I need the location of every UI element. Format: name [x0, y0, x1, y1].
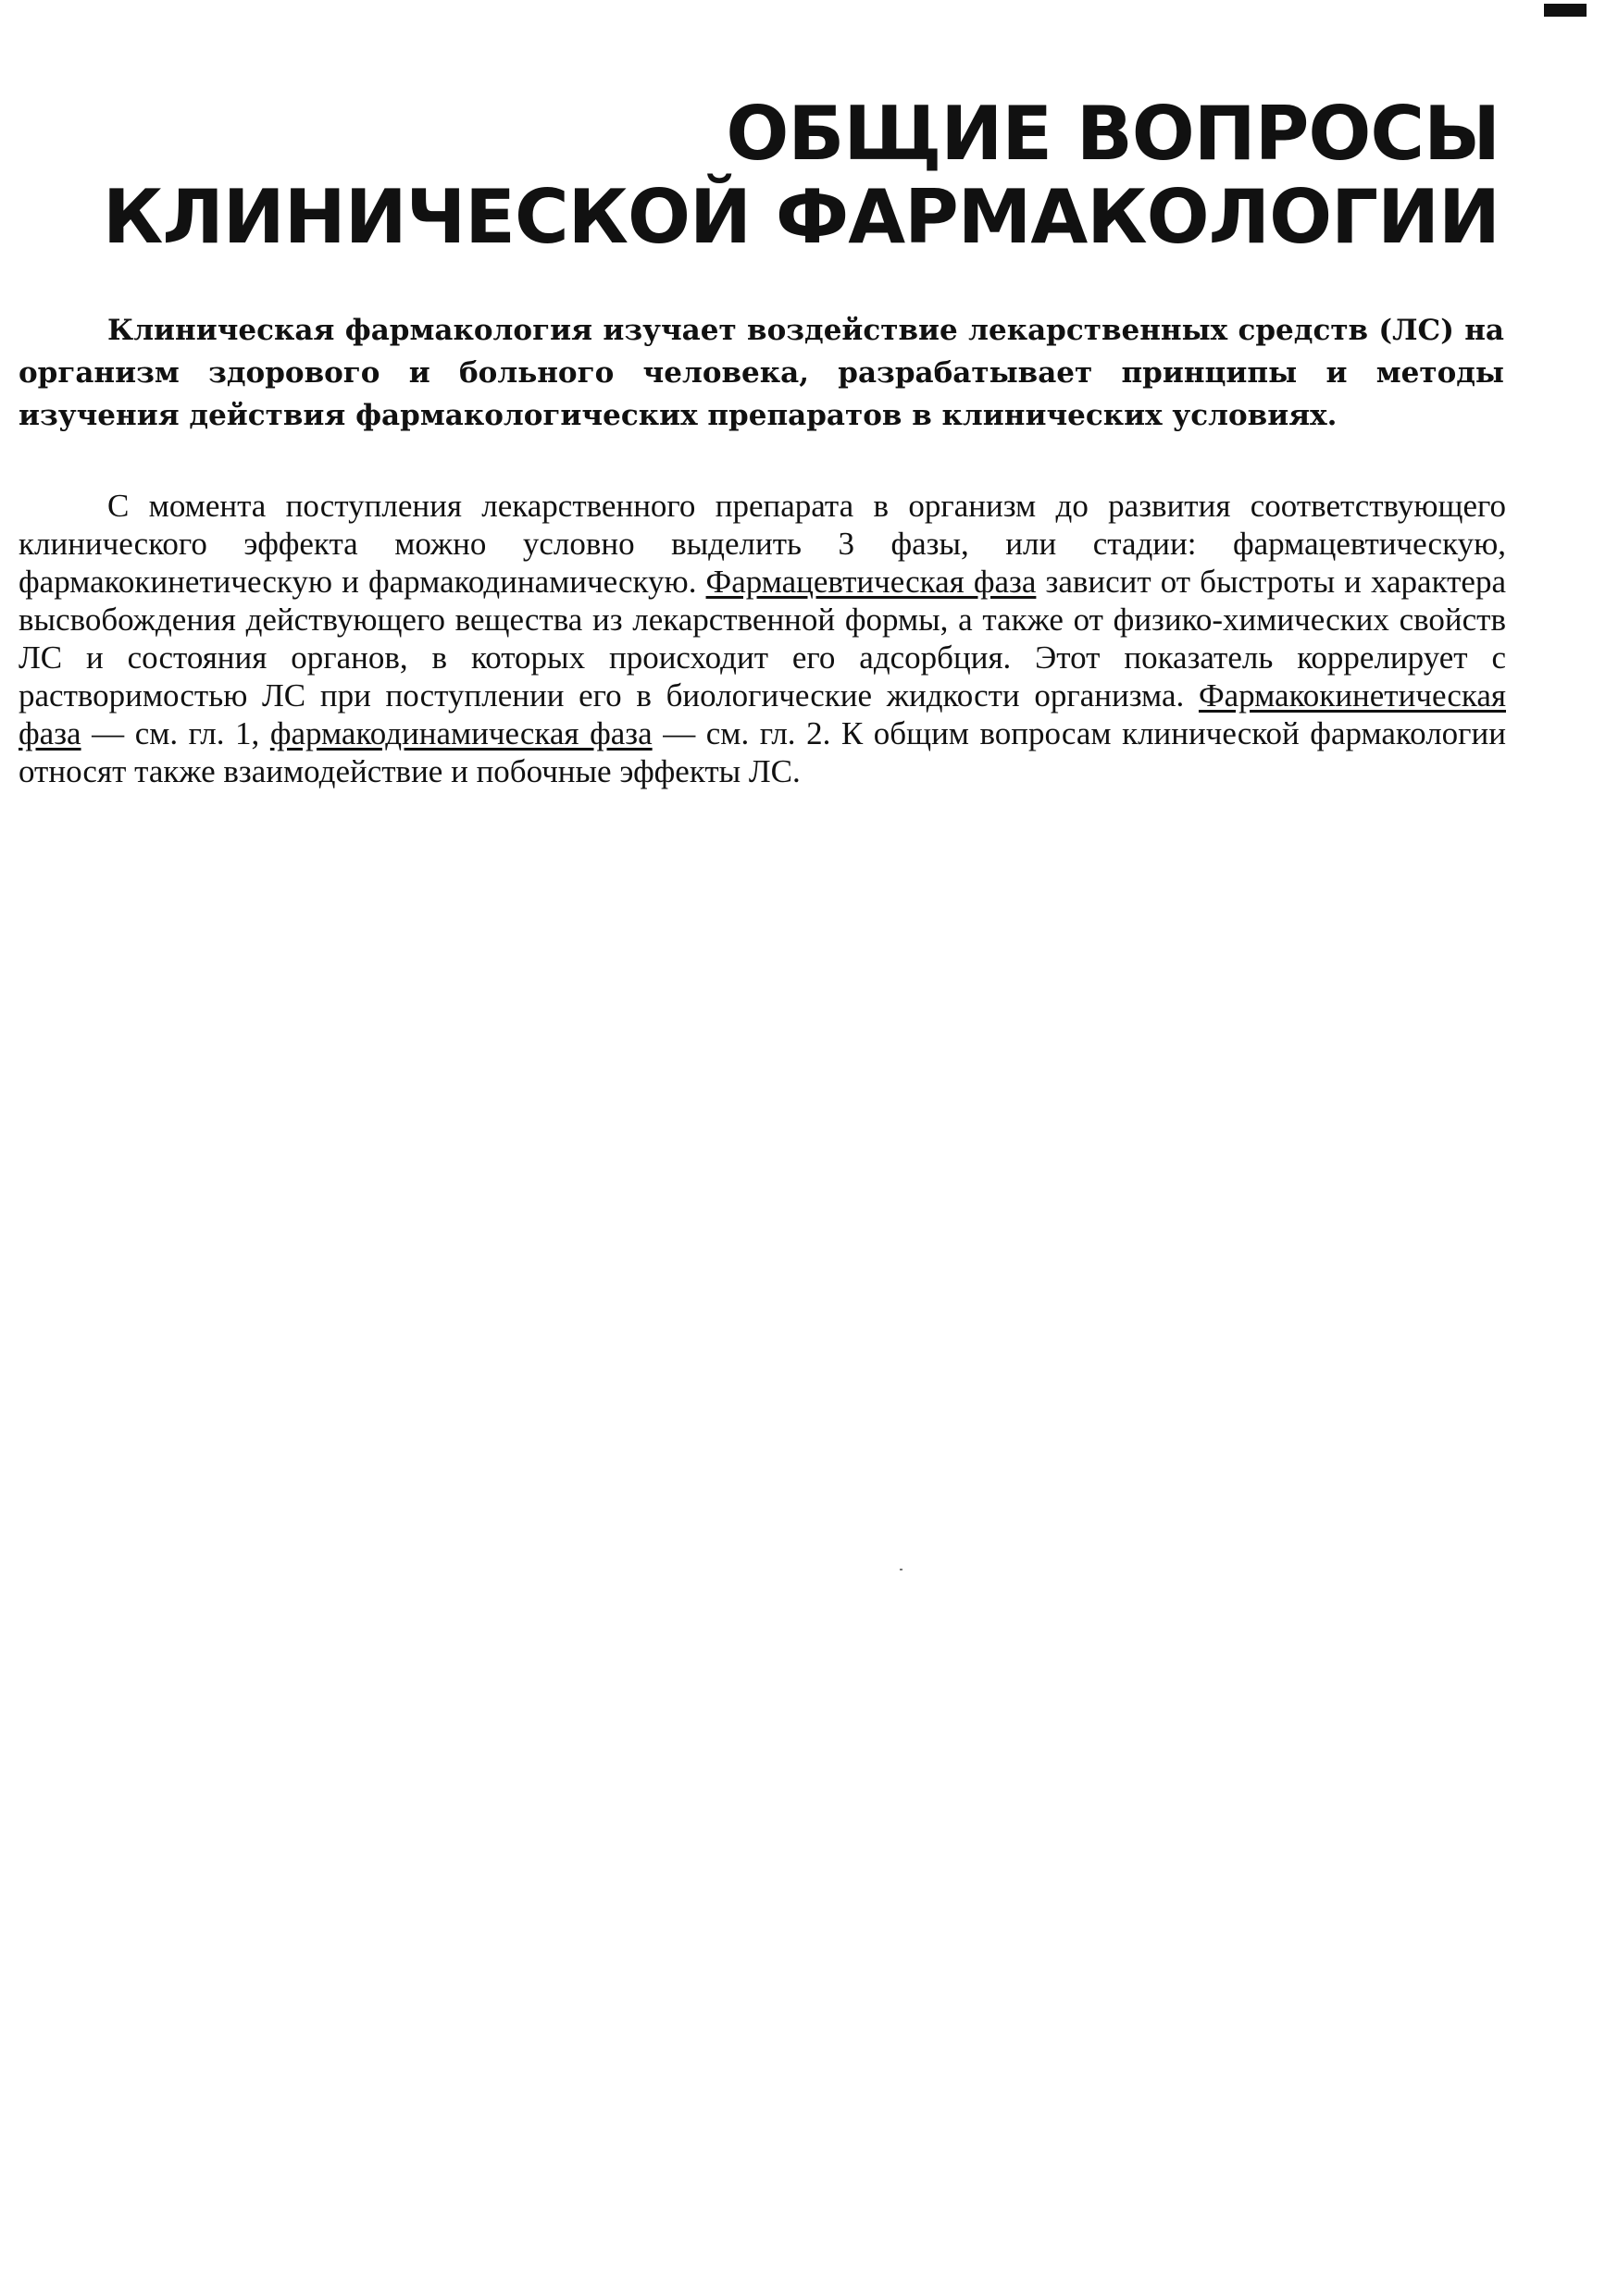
lead-paragraph: Клиническая фармакология изучает воздействие лекарственных средств (ЛС) на организм здорового и больного человека, разрабатывает принципы и методы изучения действия фармакологических препаратов в клинических условиях. — [19, 314, 1504, 432]
pharmaceutical-phase-term: Фармацевтическая фаза — [705, 564, 1037, 600]
scan-speck — [900, 1569, 902, 1570]
body-text-part-3: — см. гл. 1, — [81, 715, 270, 751]
body-text-part-2: зависит от быстроты и характера высвобождения действующего вещества из лекарственной формы, а также от физико-химических свойств ЛС и состояния органов, в которых происходит его адсорбция. Этот показатель коррелирует с растворимостью ЛС при поступлении его в биологические жидкости организма. — [19, 564, 1507, 714]
chapter-title-line-1: ОБЩИЕ ВОПРОСЫ — [726, 91, 1500, 177]
body-text-part-1: С момента поступления лекарственного препарата в организм до развития соответствующего клинического эффекта можно условно выделить 3 фазы, или стадии: фармацевтическую, фармакокинетическую и фармакодинамическую. — [19, 488, 1506, 600]
body-text-part-4: — см. гл. 2. К общим вопросам клинической фармакологии относят также взаимодействие и побочные эффекты ЛС. — [19, 715, 1506, 789]
chapter-title-line-2: КЛИНИЧЕСКОЙ ФАРМАКОЛОГИИ — [102, 174, 1500, 260]
body-paragraph — [19, 487, 1506, 790]
page-corner-mark — [1544, 4, 1587, 17]
pharmacokinetic-phase-term: Фармакокинетическая фаза — [19, 677, 1506, 751]
pharmacodynamic-phase-term: фармакодинамическая фаза — [269, 715, 653, 751]
chapter-title — [103, 93, 1500, 259]
